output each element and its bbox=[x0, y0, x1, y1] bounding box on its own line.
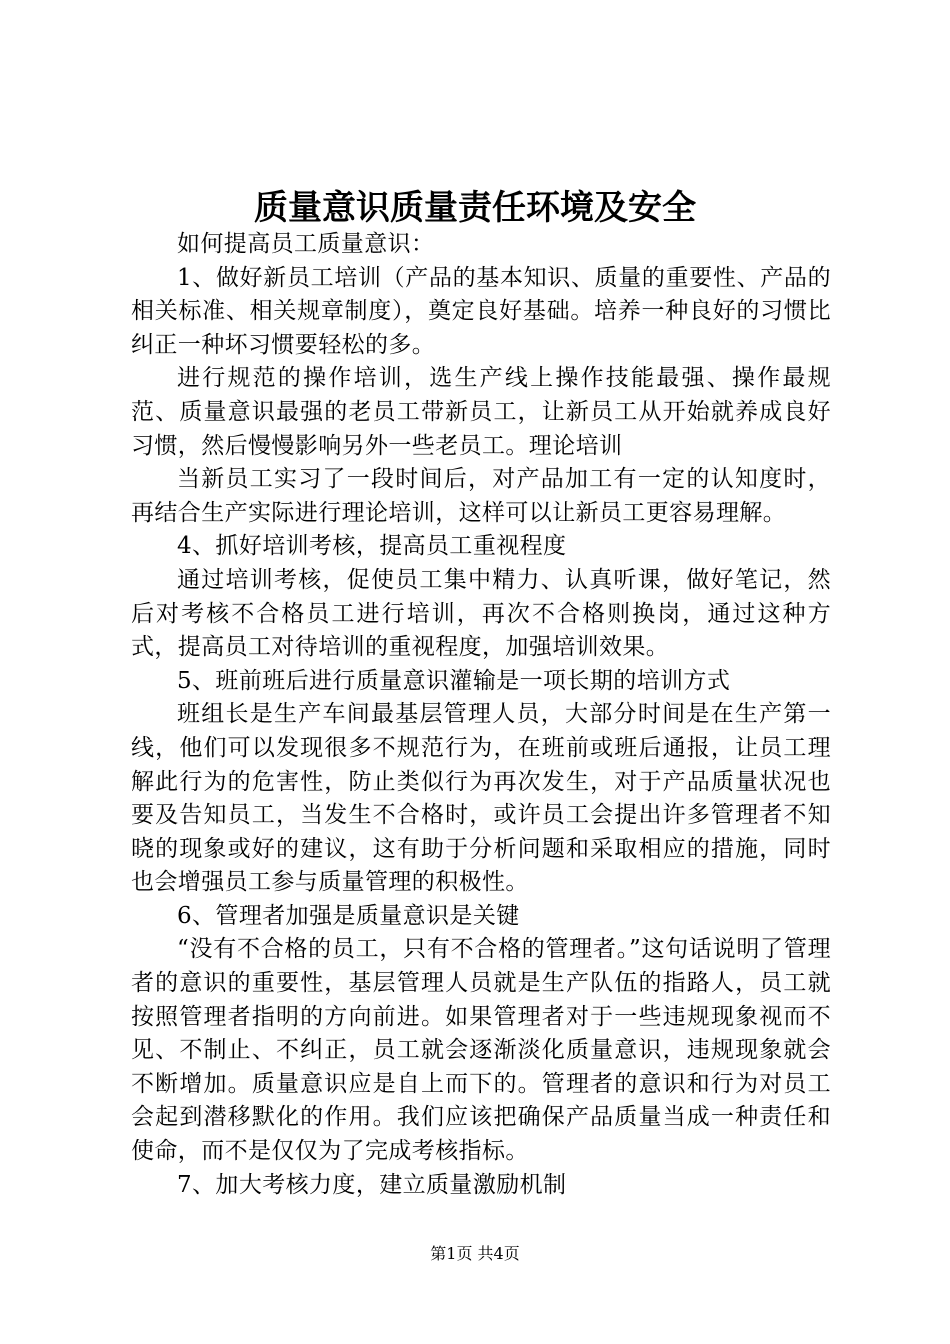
paragraph: “没有不合格的员工，只有不合格的管理者。”这句话说明了管理者的意识的重要性，基层管理人员就是生产队伍的指路人，员工就按照管理者指明的方向前进。如果管理者对于一些违规现象视而不见、不制止、不纠正，员工就会逐渐淡化质量意识，违规现象就会不断增加。质量意识应是自上而下的。管理者的意识和行为对员工会起到潜移默化的作用。我们应该把确保产品质量当成一种责任和使命，而不是仅仅为了完成考核指标。 bbox=[131, 936, 831, 1165]
paragraph: 通过培训考核，促使员工集中精力、认真听课，做好笔记，然后对考核不合格员工进行培训，再次不合格则换岗，通过这种方式，提高员工对待培训的重视程度，加强培训效果。 bbox=[131, 566, 831, 661]
paragraph: 如何提高员工质量意识： bbox=[177, 231, 435, 257]
paragraph: 1、做好新员工培训（产品的基本知识、质量的重要性、产品的相关标准、相关规章制度），奠定良好基础。培养一种良好的习惯比纠正一种坏习惯要轻松的多。 bbox=[131, 264, 831, 358]
paragraph: 5、班前班后进行质量意识灌输是一项长期的培训方式 bbox=[177, 667, 731, 694]
paragraph: 当新员工实习了一段时间后，对产品加工有一定的认知度时，再结合生产实际进行理论培训，这样可以让新员工更容易理解。 bbox=[131, 466, 831, 526]
document-title: 质量意识质量责任环境及安全 bbox=[254, 188, 696, 228]
paragraph: 6、管理者加强是质量意识是关键 bbox=[177, 902, 520, 929]
paragraph: 进行规范的操作培训，选生产线上操作技能最强、操作最规范、质量意识最强的老员工带新员工，让新员工从开始就养成良好习惯，然后慢慢影响另外一些老员工。理论培训 bbox=[131, 365, 831, 459]
paragraph: 班组长是生产车间最基层管理人员，大部分时间是在生产第一线，他们可以发现很多不规范行为，在班前或班后通报，让员工理解此行为的危害性，防止类似行为再次发生，对于产品质量状况也要及告知员工，当发生不合格时，或许员工会提出许多管理者不知晓的现象或好的建议，这有助于分析问题和采取相应的措施，同时也会增强员工参与质量管理的积极性。 bbox=[131, 701, 831, 896]
paragraph: 7、加大考核力度，建立质量激励机制 bbox=[177, 1171, 567, 1198]
document-body bbox=[131, 228, 831, 1202]
paragraph: 4、抓好培训考核，提高员工重视程度 bbox=[177, 533, 567, 560]
page-footer: 第1页 共4页 bbox=[430, 1244, 520, 1263]
